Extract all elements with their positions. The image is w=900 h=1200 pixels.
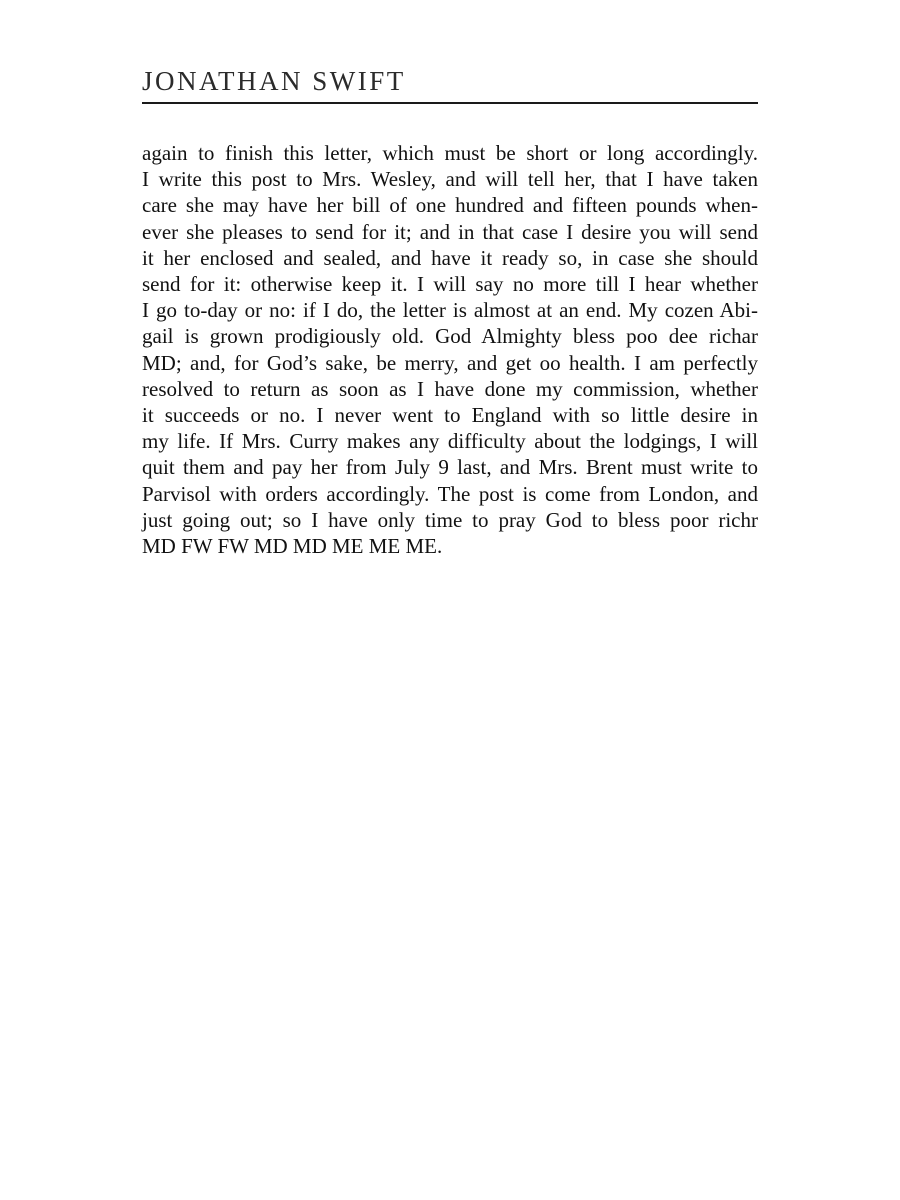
text-line-last: MD FW FW MD MD ME ME ME. bbox=[142, 534, 443, 559]
text-line: just going out; so I have only time to pray God to bless poor richr bbox=[142, 507, 758, 532]
text-line: my life. If Mrs. Curry makes any difficulty about the lodgings, I will bbox=[142, 429, 758, 454]
text-line: quit them and pay her from July 9 last, and Mrs. Brent must write to bbox=[142, 455, 758, 480]
text-line: it succeeds or no. I never went to England with so little desire in bbox=[142, 403, 758, 428]
text-line: it her enclosed and sealed, and have it ready so, in case she should bbox=[142, 245, 758, 270]
text-line: ever she pleases to send for it; and in that case I desire you will send bbox=[142, 219, 758, 244]
text-line: gail is grown prodigiously old. God Almighty bless poo dee richar bbox=[142, 324, 758, 349]
running-head bbox=[142, 64, 758, 104]
text-line: I write this post to Mrs. Wesley, and will tell her, that I have taken bbox=[142, 167, 758, 192]
text-line: send for it: otherwise keep it. I will say no more till I hear whether bbox=[142, 272, 758, 297]
body-text bbox=[142, 140, 758, 559]
text-line: I go to-day or no: if I do, the letter is almost at an end. My cozen Abi- bbox=[142, 298, 758, 323]
text-line: again to finish this letter, which must be short or long accordingly. bbox=[142, 141, 758, 165]
running-head-title: JONATHAN SWIFT bbox=[142, 66, 406, 96]
text-line: resolved to return as soon as I have done my commission, whether bbox=[142, 376, 758, 401]
text-line: Parvisol with orders accordingly. The post is come from London, and bbox=[142, 481, 758, 506]
text-line: MD; and, for God’s sake, be merry, and get oo health. I am perfectly bbox=[142, 350, 758, 375]
text-line: care she may have her bill of one hundred and fifteen pounds when- bbox=[142, 193, 758, 218]
